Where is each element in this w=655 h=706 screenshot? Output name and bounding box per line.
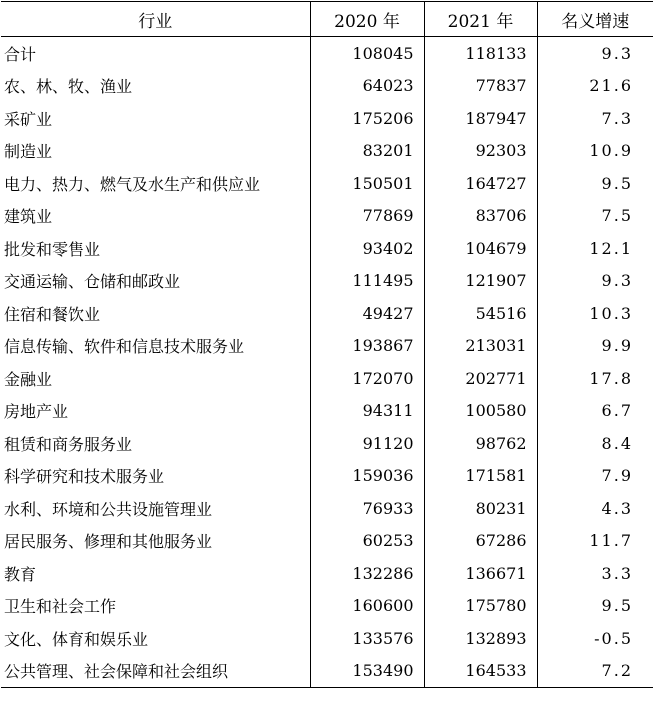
- value-2021-cell: 202771: [424, 362, 537, 395]
- industry-name-cell: 批发和零售业: [4, 239, 101, 259]
- growth-rate-cell: 12.1: [537, 232, 653, 265]
- growth-rate-cell: 6.7: [537, 395, 653, 428]
- table-row: [1, 167, 653, 200]
- growth-rate-cell: 7.5: [537, 200, 653, 233]
- table-row: [1, 297, 653, 330]
- value-2021-cell: 175780: [424, 590, 537, 623]
- table-row: [1, 362, 653, 395]
- wage-by-industry-table: [1, 1, 653, 688]
- table-row: [1, 37, 653, 70]
- industry-name-cell: 建筑业: [4, 207, 53, 227]
- table-row: [1, 70, 653, 103]
- value-2020-cell: 111495: [310, 265, 424, 298]
- value-2021-cell: 92303: [424, 135, 537, 168]
- value-2020-cell: 172070: [310, 362, 424, 395]
- value-2021-cell: 132893: [424, 622, 537, 655]
- table-row: [1, 265, 653, 298]
- industry-name-cell: 合计: [4, 44, 37, 64]
- industry-name-cell: 采矿业: [4, 109, 53, 129]
- value-2021-cell: 100580: [424, 395, 537, 428]
- table-row: [1, 460, 653, 493]
- value-2020-cell: 175206: [310, 102, 424, 135]
- industry-name-cell: 居民服务、修理和其他服务业: [4, 532, 213, 552]
- header-growth: 名义增速: [537, 2, 653, 37]
- industry-name-cell: 交通运输、仓储和邮政业: [4, 272, 181, 292]
- growth-rate-cell: 9.3: [537, 37, 653, 70]
- value-2020-cell: 159036: [310, 460, 424, 493]
- growth-rate-cell: 7.3: [537, 102, 653, 135]
- value-2021-cell: 136671: [424, 557, 537, 590]
- value-2021-cell: 104679: [424, 232, 537, 265]
- table-body: [1, 37, 653, 688]
- value-2020-cell: 77869: [310, 200, 424, 233]
- value-2021-cell: 121907: [424, 265, 537, 298]
- value-2020-cell: 133576: [310, 622, 424, 655]
- growth-rate-cell: 7.9: [537, 460, 653, 493]
- growth-rate-cell: 9.9: [537, 330, 653, 363]
- table-row: [1, 102, 653, 135]
- table-row: [1, 135, 653, 168]
- value-2020-cell: 93402: [310, 232, 424, 265]
- growth-rate-cell: 9.5: [537, 167, 653, 200]
- growth-rate-cell: 9.3: [537, 265, 653, 298]
- table-row: [1, 557, 653, 590]
- value-2020-cell: 160600: [310, 590, 424, 623]
- growth-rate-cell: 10.9: [537, 135, 653, 168]
- value-2020-cell: 49427: [310, 297, 424, 330]
- industry-name-cell: 科学研究和技术服务业: [4, 467, 165, 487]
- header-row: [1, 2, 653, 37]
- value-2020-cell: 94311: [310, 395, 424, 428]
- value-2021-cell: 83706: [424, 200, 537, 233]
- industry-name-cell: 电力、热力、燃气及水生产和供应业: [4, 174, 261, 194]
- industry-name-cell: 水利、环境和公共设施管理业: [4, 499, 213, 519]
- value-2020-cell: 91120: [310, 427, 424, 460]
- value-2021-cell: 187947: [424, 102, 537, 135]
- value-2021-cell: 164727: [424, 167, 537, 200]
- industry-name-cell: 金融业: [4, 369, 53, 389]
- industry-name-cell: 卫生和社会工作: [4, 597, 117, 617]
- growth-rate-cell: 9.5: [537, 590, 653, 623]
- value-2021-cell: 80231: [424, 492, 537, 525]
- value-2020-cell: 83201: [310, 135, 424, 168]
- value-2020-cell: 150501: [310, 167, 424, 200]
- wage-table-container: [1, 1, 653, 688]
- growth-rate-cell: 10.3: [537, 297, 653, 330]
- industry-name-cell: 房地产业: [4, 402, 69, 422]
- value-2021-cell: 54516: [424, 297, 537, 330]
- industry-name-cell: 信息传输、软件和信息技术服务业: [4, 337, 245, 357]
- value-2020-cell: 76933: [310, 492, 424, 525]
- growth-rate-cell: 21.6: [537, 70, 653, 103]
- growth-rate-cell: 8.4: [537, 427, 653, 460]
- table-row: [1, 525, 653, 558]
- header-2021: 2021 年: [424, 2, 537, 37]
- growth-rate-cell: 11.7: [537, 525, 653, 558]
- industry-name-cell: 教育: [4, 564, 37, 584]
- industry-name-cell: 公共管理、社会保障和社会组织: [1, 655, 310, 688]
- value-2020-cell: 132286: [310, 557, 424, 590]
- table-row: [1, 330, 653, 363]
- industry-name-cell: 制造业: [4, 142, 53, 162]
- table-row: [1, 395, 653, 428]
- value-2021-cell: 77837: [424, 70, 537, 103]
- value-2021-cell: 67286: [424, 525, 537, 558]
- industry-name-cell: 住宿和餐饮业: [4, 304, 101, 324]
- header-industry: 行业: [1, 2, 310, 37]
- table-header: [1, 2, 653, 37]
- growth-rate-cell: -0.5: [537, 622, 653, 655]
- table-row: [1, 427, 653, 460]
- value-2021-cell: 213031: [424, 330, 537, 363]
- table-row: [1, 655, 653, 688]
- table-row: [1, 200, 653, 233]
- table-row: [1, 492, 653, 525]
- value-2020-cell: 60253: [310, 525, 424, 558]
- header-2020: 2020 年: [310, 2, 424, 37]
- value-2021-cell: 171581: [424, 460, 537, 493]
- value-2021-cell: 164533: [424, 655, 537, 688]
- value-2020-cell: 108045: [310, 37, 424, 70]
- value-2021-cell: 118133: [424, 37, 537, 70]
- growth-rate-cell: 17.8: [537, 362, 653, 395]
- growth-rate-cell: 7.2: [537, 655, 653, 688]
- value-2020-cell: 64023: [310, 70, 424, 103]
- table-row: [1, 590, 653, 623]
- growth-rate-cell: 3.3: [537, 557, 653, 590]
- industry-name-cell: 农、林、牧、渔业: [4, 77, 133, 97]
- value-2021-cell: 98762: [424, 427, 537, 460]
- table-row: [1, 622, 653, 655]
- value-2020-cell: 153490: [310, 655, 424, 688]
- industry-name-cell: 租赁和商务服务业: [4, 434, 133, 454]
- value-2020-cell: 193867: [310, 330, 424, 363]
- industry-name-cell: 文化、体育和娱乐业: [4, 629, 149, 649]
- table-row: [1, 232, 653, 265]
- growth-rate-cell: 4.3: [537, 492, 653, 525]
